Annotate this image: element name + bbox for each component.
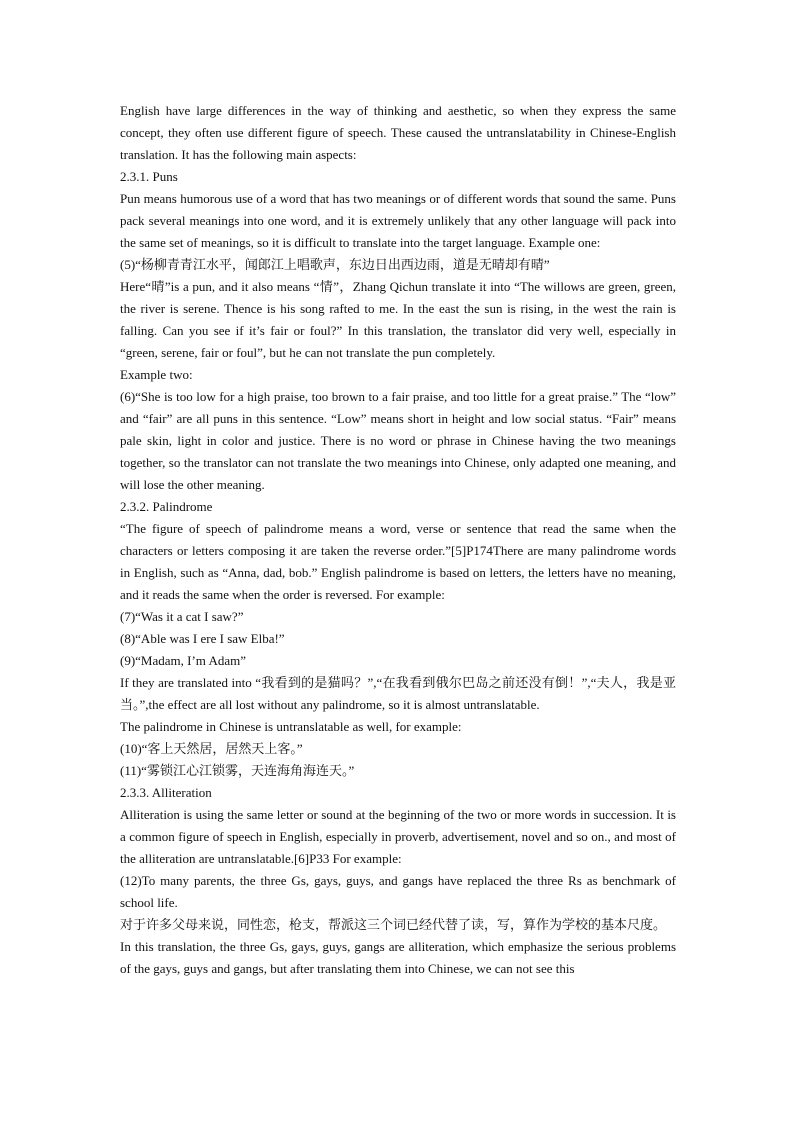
paragraph-alliteration-definition: Alliteration is using the same letter or sound at the beginning of the two or more words in succession. It is a common figure of speech in English, especially in proverb, advertisement, novel and so on., and most of the alliteration are untranslatable.[6]P33 For example: [120,807,676,866]
paragraph-puns-definition: Pun means humorous use of a word that has two meanings or of different words that sound the same. Puns pack several meanings into one word, and it is extremely unlikely that any other language will pack into the same set of meanings, so it is difficult to translate into the target language. Example one: [120,191,676,250]
document-page [120,100,676,980]
example-11: (11)“雾锁江心江锁雾，天连海角海连天。” [120,763,355,778]
paragraph-intro: English have large differences in the way of thinking and aesthetic, so when they express the same concept, they often use different figure of speech. These caused the untranslatability in Chinese-English translation. It has the following main aspects: [120,103,676,162]
section-heading-puns: 2.3.1. Puns [120,169,178,184]
paragraph-example-5-analysis: Here“晴”is a pun, and it also means “情”，Zhang Qichun translate it into “The willows are green, green, the river is serene. Thence is his song rafted to me. In the east the sun is rising, in the west the rain is falling. Can you see if it’s fair or foul?” In this translation, the translator did very well, especially in “green, serene, fair or foul”, but he can not translate the pun completely. [120,279,676,360]
example-6: (6)“She is too low for a high praise, too brown to a fair praise, and too little for a great praise.” The “low” and “fair” are all puns in this sentence. “Low” means short in height and low social status. “Fair” means pale skin, light in color and justice. There is no word or phrase in Chinese having the two meanings together, so the translator can not translate the two meanings into Chinese, only adapted one meaning, and will lose the other meaning. [120,389,676,492]
example-10: (10)“客上天然居，居然天上客。” [120,741,303,756]
paragraph-palindrome-translation: If they are translated into “我看到的是猫吗？”,“在我看到俄尔巴岛之前还没有倒！”,“夫人，我是亚当。”,the effect are all lost without any palindrome, so it is almost untranslatable. [120,675,676,712]
paragraph-chinese-palindrome: The palindrome in Chinese is untranslatable as well, for example: [120,719,462,734]
example-12: (12)To many parents, the three Gs, gays, guys, and gangs have replaced the three Rs as benchmark of school life. [120,873,676,910]
example-5: (5)“杨柳青青江水平，闻郎江上唱歌声，东边日出西边雨，道是无晴却有晴” [120,257,550,272]
example-12-translation: 对于许多父母来说，同性恋，枪支，帮派这三个词已经代替了读，写，算作为学校的基本尺度。 [120,917,667,932]
paragraph-alliteration-analysis: In this translation, the three Gs, gays, guys, gangs are alliteration, which emphasize the serious problems of the gays, guys and gangs, but after translating them into Chinese, we can not see this [120,939,676,976]
section-heading-palindrome: 2.3.2. Palindrome [120,499,213,514]
example-7: (7)“Was it a cat I saw?” [120,609,244,624]
paragraph-palindrome-definition: “The figure of speech of palindrome means a word, verse or sentence that read the same when the characters or letters composing it are taken the reverse order.”[5]P174There are many palindrome words in English, such as “Anna, dad, bob.” English palindrome is based on letters, the letters have no meaning, and it reads the same when the order is reversed. For example: [120,521,676,602]
example-8: (8)“Able was I ere I saw Elba!” [120,631,285,646]
section-heading-alliteration: 2.3.3. Alliteration [120,785,212,800]
example-9: (9)“Madam, I’m Adam” [120,653,246,668]
example-two-label: Example two: [120,367,193,382]
